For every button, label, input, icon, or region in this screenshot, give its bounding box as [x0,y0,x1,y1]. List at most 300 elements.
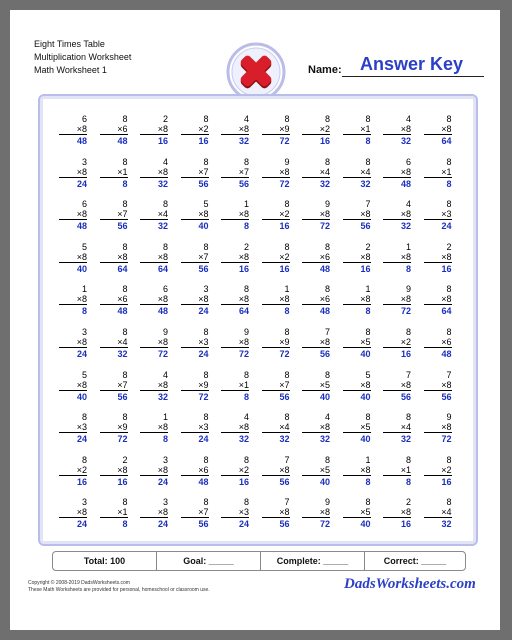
problem-factor-bottom: ×4 [383,422,411,433]
problem-factor-top: 5 [365,369,371,380]
problem-factor-bottom: ×3 [181,422,209,433]
problem-factor-bottom: ×5 [302,465,330,476]
problem-factor-bottom: ×8 [221,124,249,135]
problem-item [383,114,411,146]
problem-item [140,497,168,529]
problem-item [383,157,411,189]
problem-factor-bottom: ×8 [383,294,411,305]
problem-answer: 16 [360,263,371,274]
problem-answer: 56 [198,263,209,274]
problem-item [221,114,249,146]
problem-factor-bottom: ×2 [262,252,290,263]
problem-factor-bottom: ×8 [59,507,87,518]
problem-factor-top: 8 [203,454,209,465]
problem-factor-top: 4 [405,199,411,210]
problem-item [262,327,290,359]
problem-factor-top: 9 [162,327,168,337]
problem-factor-bottom: ×8 [302,337,330,348]
problem-factor-bottom: ×3 [181,337,209,348]
problem-item [140,455,168,487]
problem-factor-top: 9 [405,284,411,295]
problem-answer: 40 [319,476,330,487]
problem-factor-bottom: ×6 [100,124,128,135]
problem-factor-top: 8 [162,241,168,252]
problem-answer: 8 [243,391,249,402]
problem-item [59,370,87,402]
problem-factor-bottom: ×8 [140,507,168,518]
problem-factor-top: 8 [122,241,128,252]
problem-answer: 24 [198,349,209,359]
problem-factor-bottom: ×7 [100,380,128,391]
problem-item [302,327,330,359]
problem-item [59,242,87,274]
problem-factor-top: 8 [122,199,128,210]
problem-factor-top: 8 [203,114,209,124]
problem-factor-top: 8 [122,156,128,167]
problem-factor-top: 8 [405,327,411,337]
problem-answer: 32 [319,178,330,189]
problem-item [383,284,411,316]
problem-factor-bottom: ×2 [424,465,452,476]
problem-factor-top: 2 [446,241,452,252]
problem-answer: 16 [279,221,290,232]
problem-item [383,242,411,274]
problem-answer: 32 [238,434,249,445]
problem-item [343,370,371,402]
problem-factor-bottom: ×1 [100,507,128,518]
problem-answer: 24 [441,221,452,232]
problem-answer: 48 [117,306,128,317]
title-line-2: Multiplication Worksheet [34,52,132,62]
problem-factor-bottom: ×5 [343,337,371,348]
problem-factor-top: 8 [122,369,128,380]
problem-item [343,242,371,274]
problem-factor-top: 8 [446,497,452,508]
problem-item [140,327,168,359]
copyright-notice [28,580,210,594]
problem-answer: 56 [279,391,290,402]
problem-item [302,370,330,402]
problem-factor-bottom: ×7 [181,167,209,178]
problem-answer: 72 [400,306,411,317]
problem-factor-bottom: ×8 [424,422,452,433]
problem-answer: 40 [198,221,209,232]
problem-answer: 24 [76,178,87,189]
problem-item [100,114,128,146]
problem-factor-bottom: ×2 [221,465,249,476]
problem-item [100,412,128,444]
problem-item [59,497,87,529]
name-field [308,56,484,76]
problem-item [181,242,209,274]
problem-item [59,157,87,189]
problem-answer: 56 [319,349,330,359]
problem-answer: 8 [284,306,290,317]
problem-factor-top: 8 [446,454,452,465]
problem-answer: 56 [198,178,209,189]
problem-answer: 56 [400,391,411,402]
problem-item [181,284,209,316]
problem-answer: 40 [360,391,371,402]
worksheet-page [10,10,500,630]
problem-factor-bottom: ×1 [100,167,128,178]
problem-answer: 16 [400,519,411,530]
problem-factor-bottom: ×8 [262,167,290,178]
problem-item [383,370,411,402]
problem-answer: 48 [441,349,452,359]
problem-answer: 72 [117,434,128,445]
problem-answer: 72 [198,391,209,402]
problem-answer: 16 [279,263,290,274]
problem-factor-bottom: ×8 [383,124,411,135]
problem-factor-bottom: ×8 [59,209,87,220]
problem-factor-bottom: ×8 [59,167,87,178]
problem-factor-bottom: ×8 [140,167,168,178]
problem-answer: 72 [157,349,168,359]
problem-item [262,284,290,316]
problem-factor-bottom: ×8 [221,294,249,305]
problem-answer: 40 [360,349,371,359]
problem-answer: 16 [238,263,249,274]
title-line-3: Math Worksheet 1 [34,65,107,75]
problem-item [343,114,371,146]
problem-item [302,242,330,274]
problem-factor-top: 8 [122,327,128,337]
problem-factor-bottom: ×4 [100,337,128,348]
problem-factor-top: 5 [81,369,87,380]
problem-factor-bottom: ×8 [343,465,371,476]
problem-factor-bottom: ×6 [302,252,330,263]
problem-factor-bottom: ×8 [100,465,128,476]
problem-answer: 48 [76,221,87,232]
problem-factor-bottom: ×9 [262,337,290,348]
problem-item [181,199,209,231]
problem-factor-bottom: ×8 [100,252,128,263]
problem-answer: 40 [76,391,87,402]
problem-item [343,199,371,231]
problem-answer: 56 [198,519,209,530]
problem-factor-top: 8 [122,284,128,295]
problem-answer: 32 [319,434,330,445]
problem-item [343,497,371,529]
problem-answer: 64 [117,263,128,274]
problem-factor-top: 8 [243,369,249,380]
problem-answer: 48 [76,136,87,146]
problem-factor-bottom: ×4 [262,422,290,433]
problem-answer: 8 [405,263,411,274]
problem-answer: 32 [400,221,411,232]
problem-factor-bottom: ×8 [221,337,249,348]
problem-answer: 16 [238,476,249,487]
correct-field: Correct: _____ [383,556,447,566]
problem-factor-bottom: ×6 [424,337,452,348]
problem-answer: 16 [157,136,168,146]
problem-factor-bottom: ×8 [59,294,87,305]
problem-factor-bottom: ×8 [424,124,452,135]
problem-factor-bottom: ×5 [343,422,371,433]
problem-answer: 72 [319,519,330,530]
problem-answer: 72 [279,136,290,146]
problem-item [424,455,452,487]
problem-factor-top: 8 [324,284,330,295]
problem-factor-bottom: ×6 [100,294,128,305]
problem-factor-top: 8 [284,327,290,337]
problem-factor-bottom: ×9 [181,380,209,391]
problem-factor-top: 2 [122,454,128,465]
problem-factor-bottom: ×8 [383,167,411,178]
problem-factor-top: 8 [446,156,452,167]
problem-factor-top: 3 [203,284,209,295]
problem-item [302,199,330,231]
problem-factor-top: 8 [365,156,371,167]
problem-factor-bottom: ×8 [343,252,371,263]
problem-item [383,327,411,359]
problem-factor-top: 8 [365,114,371,124]
problem-factor-top: 1 [81,284,87,295]
problem-answer: 24 [76,519,87,530]
worksheet-title-block [34,38,131,77]
problem-item [262,455,290,487]
problem-answer: 8 [243,221,249,232]
problem-item [262,412,290,444]
problem-factor-top: 8 [365,412,371,423]
problem-item [140,157,168,189]
problem-factor-bottom: ×8 [343,380,371,391]
problem-answer: 48 [117,136,128,146]
problem-factor-bottom: ×8 [383,252,411,263]
problem-factor-bottom: ×7 [100,209,128,220]
problem-factor-top: 6 [81,199,87,210]
problem-answer: 64 [157,263,168,274]
problem-factor-top: 8 [446,284,452,295]
problem-factor-bottom: ×8 [140,294,168,305]
problem-factor-bottom: ×4 [140,209,168,220]
problem-factor-top: 8 [122,114,128,124]
problem-item [100,199,128,231]
problem-item [140,114,168,146]
problem-factor-bottom: ×9 [262,124,290,135]
problem-factor-top: 2 [365,241,371,252]
problem-factor-top: 3 [81,497,87,508]
problem-factor-top: 8 [284,114,290,124]
problem-answer: 32 [400,434,411,445]
problem-answer: 32 [117,349,128,359]
problem-factor-bottom: ×8 [383,507,411,518]
problem-answer: 24 [238,519,249,530]
problem-factor-bottom: ×7 [181,507,209,518]
problem-factor-bottom: ×8 [302,507,330,518]
total-count: Total: 100 [83,556,126,566]
problem-answer: 56 [117,221,128,232]
problem-factor-bottom: ×8 [140,337,168,348]
problem-factor-top: 3 [162,454,168,465]
problem-item [302,412,330,444]
problem-answer: 40 [360,434,371,445]
problems-frame [38,94,478,546]
problem-answer: 16 [400,349,411,359]
problem-item [221,327,249,359]
problem-item [59,114,87,146]
problem-item [181,157,209,189]
problem-factor-bottom: ×1 [424,167,452,178]
problem-answer: 16 [76,476,87,487]
problem-answer: 48 [157,306,168,317]
problem-factor-top: 8 [243,497,249,508]
problem-factor-bottom: ×8 [262,465,290,476]
problem-factor-bottom: ×9 [100,422,128,433]
problem-item [302,157,330,189]
problem-answer: 56 [238,178,249,189]
problem-factor-bottom: ×7 [181,252,209,263]
problem-item [100,284,128,316]
problem-factor-bottom: ×8 [262,507,290,518]
problem-factor-top: 8 [203,412,209,423]
problem-factor-top: 8 [365,497,371,508]
problem-factor-bottom: ×8 [140,380,168,391]
problem-answer: 64 [238,306,249,317]
problem-factor-top: 8 [365,327,371,337]
problem-factor-bottom: ×4 [302,167,330,178]
problem-item [221,284,249,316]
problem-factor-top: 9 [243,327,249,337]
problem-item [383,497,411,529]
problem-factor-top: 5 [81,241,87,252]
problem-factor-top: 8 [284,369,290,380]
problem-item [100,370,128,402]
problem-item [262,497,290,529]
problem-item [59,455,87,487]
problem-item [424,370,452,402]
problem-item [100,455,128,487]
problem-factor-bottom: ×8 [343,294,371,305]
problem-factor-bottom: ×8 [221,422,249,433]
problem-factor-bottom: ×8 [59,337,87,348]
problem-factor-bottom: ×6 [302,294,330,305]
problem-factor-top: 8 [203,241,209,252]
problem-item [383,199,411,231]
problem-factor-bottom: ×8 [302,422,330,433]
name-underline [342,76,484,77]
problem-answer: 24 [198,434,209,445]
problem-factor-top: 4 [243,412,249,423]
problem-item [221,242,249,274]
problem-item [140,370,168,402]
problem-answer: 8 [81,306,87,317]
problem-factor-bottom: ×8 [424,380,452,391]
problem-factor-top: 8 [446,327,452,337]
problem-factor-top: 1 [162,412,168,423]
problem-factor-top: 8 [446,114,452,124]
problem-factor-top: 8 [162,199,168,210]
problem-item [100,157,128,189]
problem-factor-top: 8 [324,156,330,167]
problem-factor-top: 8 [284,199,290,210]
problem-factor-top: 4 [243,114,249,124]
problem-factor-top: 2 [162,114,168,124]
problem-factor-top: 8 [81,454,87,465]
problem-factor-top: 1 [284,284,290,295]
problem-factor-top: 1 [405,241,411,252]
problem-factor-bottom: ×8 [59,124,87,135]
problem-factor-top: 9 [446,412,452,423]
problem-factor-bottom: ×5 [343,507,371,518]
problem-item [262,114,290,146]
problem-factor-bottom: ×8 [221,252,249,263]
problem-factor-top: 8 [203,369,209,380]
problem-factor-bottom: ×3 [221,507,249,518]
problem-factor-top: 1 [243,199,249,210]
problem-item [221,199,249,231]
problem-factor-top: 8 [203,327,209,337]
problem-item [302,497,330,529]
problem-item [262,157,290,189]
brand-logo: DadsWorksheets.com [344,576,476,592]
problem-answer: 72 [441,434,452,445]
problem-item [181,327,209,359]
problem-factor-top: 4 [324,412,330,423]
problem-factor-top: 1 [365,454,371,465]
problem-factor-top: 8 [324,114,330,124]
problem-item [262,199,290,231]
problem-item [343,455,371,487]
problem-answer: 64 [441,306,452,317]
problem-item [59,199,87,231]
problem-factor-top: 2 [243,241,249,252]
problem-factor-bottom: ×2 [302,124,330,135]
problem-answer: 48 [319,263,330,274]
problem-answer: 64 [441,136,452,146]
problem-item [424,157,452,189]
problem-item [221,455,249,487]
problem-factor-top: 8 [122,497,128,508]
problem-answer: 32 [238,136,249,146]
problem-answer: 24 [76,434,87,445]
goal-field: Goal: _____ [183,556,234,566]
problem-answer: 48 [400,178,411,189]
title-line-1: Eight Times Table [34,39,105,49]
problem-factor-top: 7 [405,369,411,380]
problem-factor-bottom: ×4 [343,167,371,178]
problem-answer: 16 [441,263,452,274]
problem-answer: 72 [238,349,249,359]
problem-factor-bottom: ×8 [424,294,452,305]
problem-answer: 56 [279,519,290,530]
problem-item [262,242,290,274]
problem-item [424,114,452,146]
copyright-line-1: Copyright © 2008-2019 DadsWorksheets.com [28,580,130,586]
problem-factor-top: 8 [203,156,209,167]
problem-factor-top: 3 [162,497,168,508]
problem-factor-top: 3 [81,327,87,337]
problem-factor-top: 9 [324,497,330,508]
problem-answer: 24 [76,349,87,359]
problem-factor-bottom: ×8 [59,252,87,263]
problem-answer: 32 [157,178,168,189]
problem-factor-top: 6 [162,284,168,295]
problem-answer: 8 [365,136,371,146]
problem-answer: 8 [365,306,371,317]
problem-factor-bottom: ×8 [140,465,168,476]
problem-factor-top: 4 [162,369,168,380]
problem-item [343,157,371,189]
problem-answer: 8 [405,476,411,487]
problem-item [343,327,371,359]
problem-answer: 56 [441,391,452,402]
problem-factor-bottom: ×6 [181,465,209,476]
problem-factor-top: 8 [122,412,128,423]
problem-factor-top: 8 [243,156,249,167]
problem-item [302,114,330,146]
